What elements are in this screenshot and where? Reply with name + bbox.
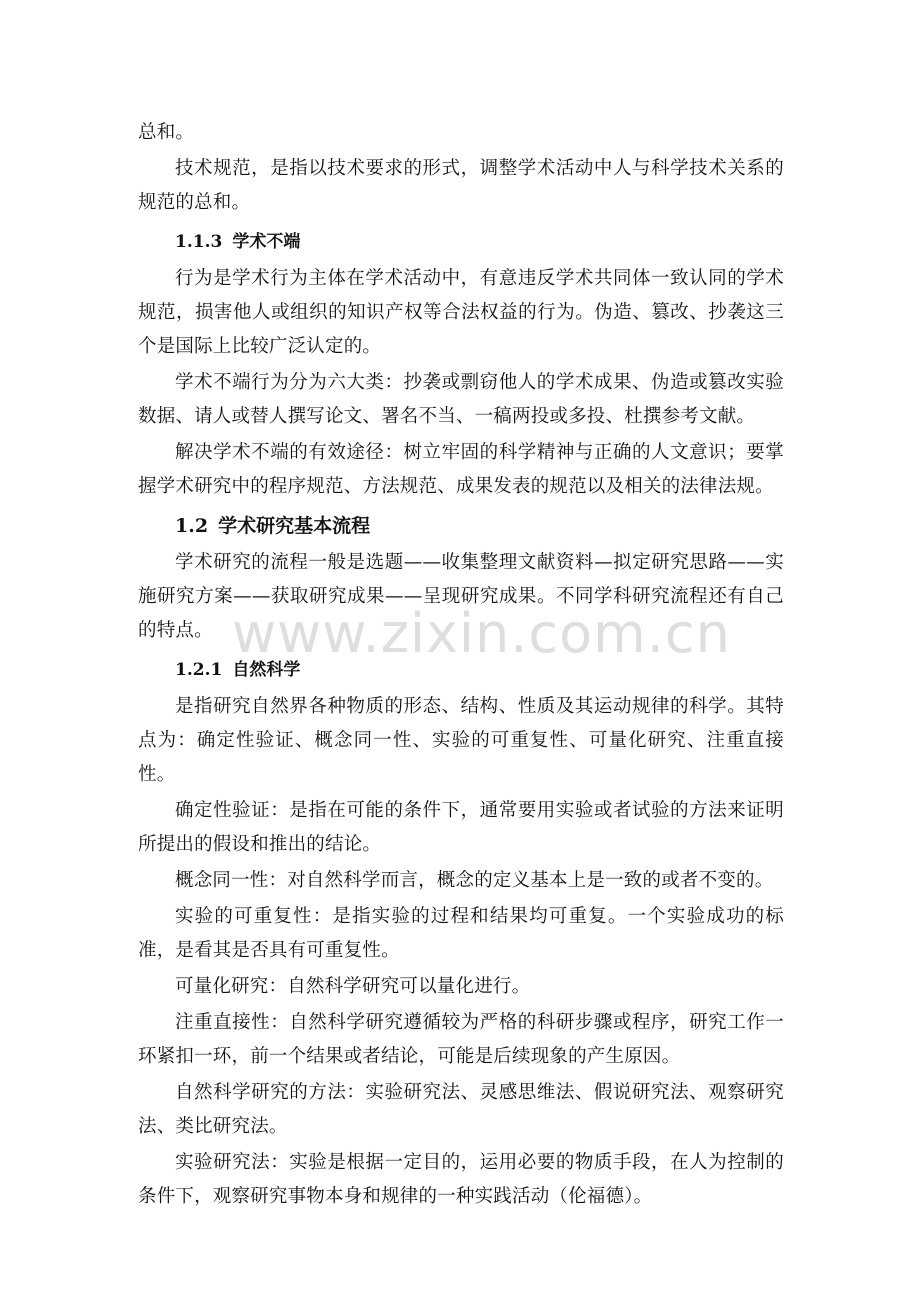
- heading-1-1-3: [138, 222, 784, 262]
- paragraph-certainty-verification: 确定性验证：是指在可能的条件下，通常要用实验或者试验的方法来证明所提出的假设和推出的结论。: [138, 800, 784, 855]
- heading-1-2: [138, 506, 784, 546]
- heading-title: 学术研究基本流程: [218, 515, 371, 537]
- watermark: www.zixin.com.cn: [232, 602, 731, 665]
- paragraph-technical-norms: 技术规范，是指以技术要求的形式，调整学术活动中人与科学技术关系的规范的总和。: [138, 158, 784, 213]
- paragraph-quantifiable: 可量化研究：自然科学研究可以量化进行。: [175, 976, 531, 997]
- paragraph-misconduct-definition: 行为是学术行为主体在学术活动中，有意违反学术共同体一致认同的学术规范，损害他人或组织的知识产权等合法权益的行为。伪造、篡改、抄袭这三个是国际上比较广泛认定的。: [138, 268, 784, 357]
- heading-number: 1.2.1: [175, 660, 223, 680]
- heading-number: 1.2: [175, 515, 209, 537]
- heading-title: 学术不端: [232, 232, 301, 252]
- paragraph-misconduct-types: 学术不端行为分为六大类：抄袭或剽窃他人的学术成果、伪造或篡改实验数据、请人或替人撰写论文、署名不当、一稿两投或多投、杜撰参考文献。: [138, 372, 784, 427]
- paragraph-repeatability: 实验的可重复性：是指实验的过程和结果均可重复。一个实验成功的标准，是看其是否具有可重复性。: [138, 906, 784, 961]
- paragraph-research-process: 学术研究的流程一般是选题——收集整理文献资料—拟定研究思路——实施研究方案——获取研究成果——呈现研究成果。不同学科研究流程还有自己的特点。: [138, 552, 784, 641]
- document-page: [138, 116, 784, 1216]
- heading-title: 自然科学: [232, 660, 301, 680]
- paragraph-natural-science: 是指研究自然界各种物质的形态、结构、性质及其运动规律的科学。其特点为：确定性验证、概念同一性、实验的可重复性、可量化研究、注重直接性。: [138, 696, 784, 785]
- paragraph-continuation: 总和。: [138, 122, 195, 143]
- paragraph-misconduct-solution: 解决学术不端的有效途径：树立牢固的科学精神与正确的人文意识；要掌握学术研究中的程序规范、方法规范、成果发表的规范以及相关的法律法规。: [138, 442, 784, 497]
- paragraph-methods: 自然科学研究的方法：实验研究法、灵感思维法、假说研究法、观察研究法、类比研究法。: [138, 1082, 784, 1137]
- heading-1-2-1: [138, 650, 784, 690]
- paragraph-directness: 注重直接性：自然科学研究遵循较为严格的科研步骤或程序，研究工作一环紧扣一环，前一个结果或者结论，可能是后续现象的产生原因。: [138, 1012, 784, 1067]
- paragraph-experiment-method: 实验研究法：实验是根据一定目的，运用必要的物质手段，在人为控制的条件下，观察研究事物本身和规律的一种实践活动（伦福德）。: [138, 1152, 784, 1207]
- heading-number: 1.1.3: [175, 232, 223, 252]
- paragraph-concept-identity: 概念同一性：对自然科学而言，概念的定义基本上是一致的或者不变的。: [175, 870, 774, 891]
